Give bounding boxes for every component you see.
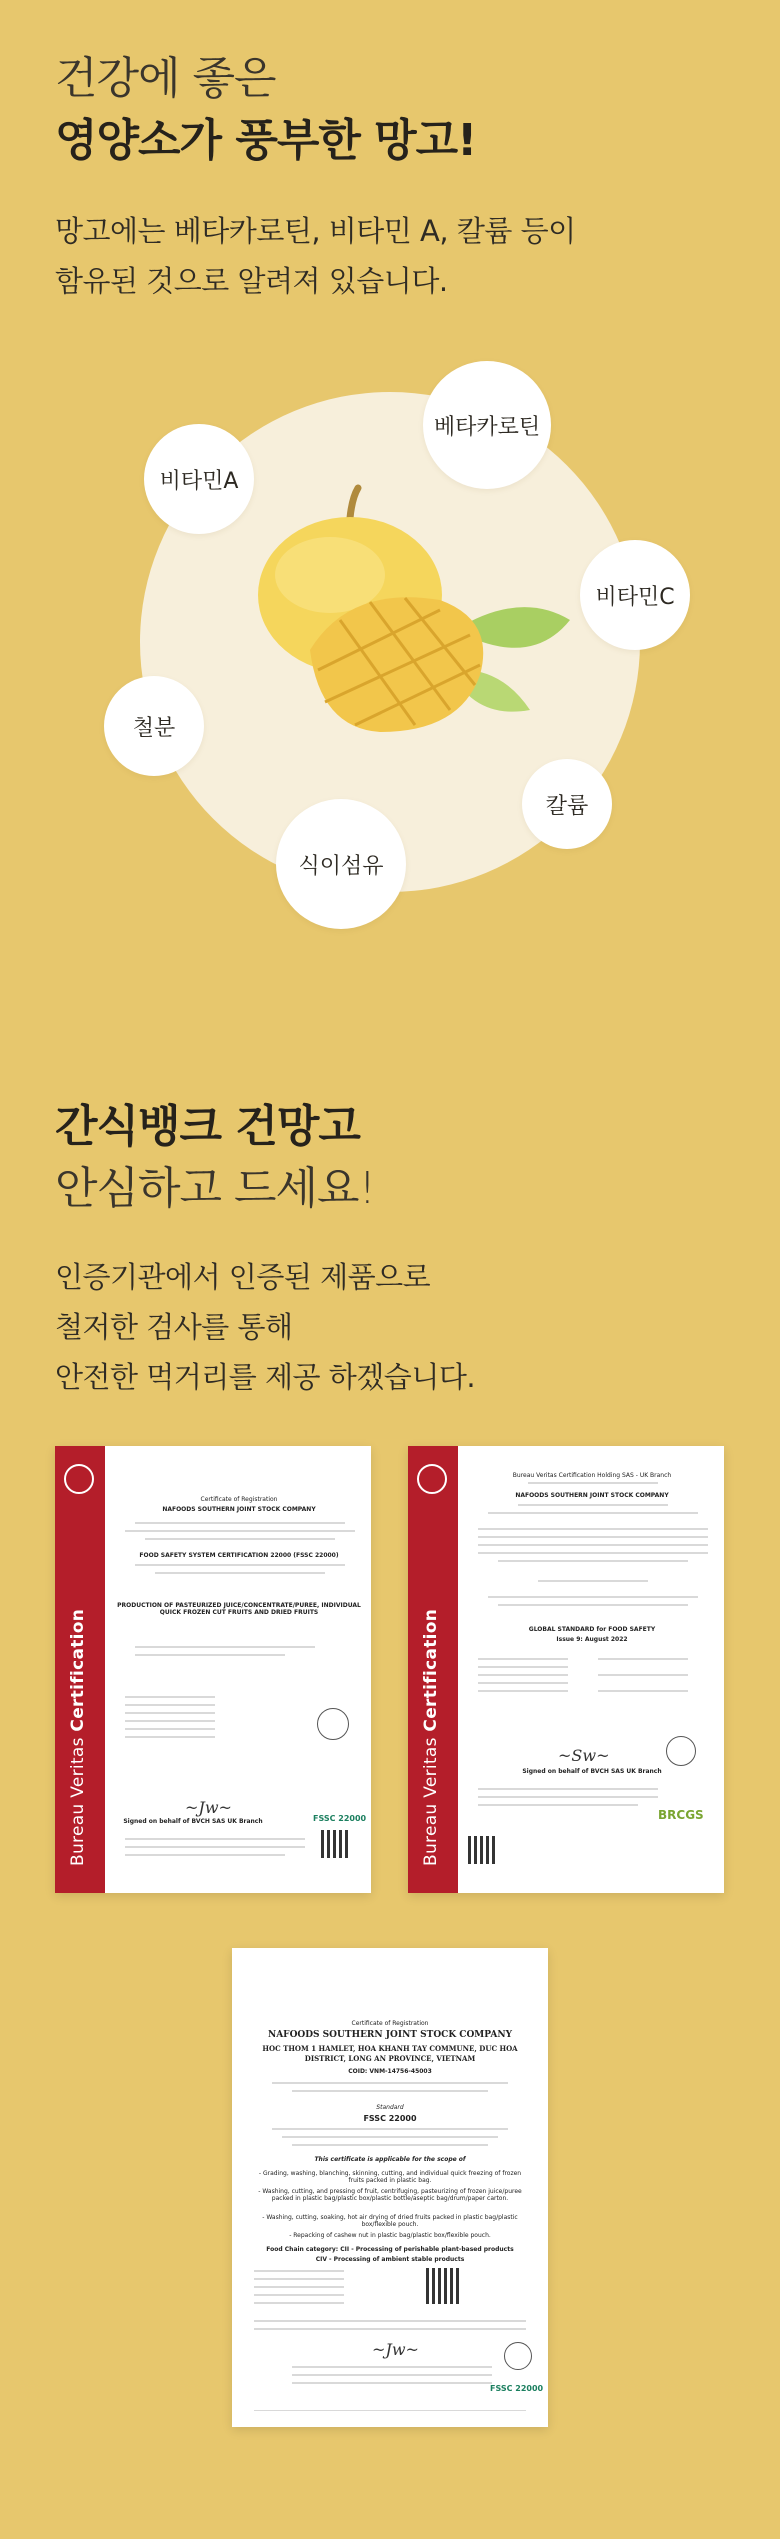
nutrient-label: 베타카로틴: [433, 414, 541, 440]
cert-company: NAFOODS SOUTHERN JOINT STOCK COMPANY: [515, 1492, 669, 1499]
section1-desc-line: 함유된 것으로 알려져 있습니다.: [55, 264, 448, 298]
ukas-badge-icon: [666, 1736, 696, 1766]
cert-standard-name: FSSC 22000: [363, 2114, 417, 2123]
nutrient-label: 식이섬유: [298, 853, 384, 879]
section2-desc-line: 철저한 검사를 통해: [55, 1310, 293, 1344]
nutrient-label: 비타민A: [159, 468, 239, 494]
cert-registration-title: Certificate of Registration: [200, 1496, 278, 1503]
certificate-band: [55, 1446, 105, 1893]
signature-icon: ~Sw~: [558, 1746, 610, 1765]
cert-company: NAFOODS SOUTHERN JOINT STOCK COMPANY: [162, 1506, 316, 1513]
cert-standard-label: Standard: [376, 2104, 404, 2111]
nutrient-bubble-vitamin-c: [580, 540, 690, 650]
ukas-badge-icon: [317, 1708, 349, 1740]
cert-registration-title: Certificate of Registration: [351, 2020, 429, 2027]
bureau-veritas-logo: [64, 1464, 94, 1494]
section1-heading-bold: 영양소가 풍부한 망고!: [55, 115, 477, 166]
cert-address-2: DISTRICT, LONG AN PROVINCE, VIETNAM: [304, 2054, 476, 2063]
cert-scope-2: - Washing, cutting, and pressing of fruit, centrifuging, pasteurizing of frozen juice/puree packed in plastic bag/plastic box/plastic bottle/aseptic bag/drum/paper carton.: [258, 2188, 522, 2202]
band-title: Bureau Veritas Certification: [421, 1608, 441, 1866]
cert-chain-2: CIV - Processing of ambient stable products: [315, 2256, 465, 2263]
mango-illustration: [200, 470, 580, 770]
section1-desc-line: 망고에는 베타카로틴, 비타민 A, 칼륨 등이: [55, 214, 576, 248]
signature-icon: ~Jw~: [372, 2340, 419, 2359]
certificate-band: [408, 1446, 458, 1893]
nutrient-label: 철분: [132, 715, 176, 741]
section2-heading-bold: 간식뱅크 건망고: [55, 1101, 360, 1152]
nutrient-label: 칼륨: [545, 793, 589, 819]
bureau-veritas-logo: [417, 1464, 447, 1494]
fssc-logo: FSSC 22000: [490, 2384, 544, 2393]
qr-code-icon: [426, 2268, 462, 2304]
cert-issue: Issue 9: August 2022: [556, 1636, 628, 1643]
nutrient-bubble-beta-carotene: [423, 361, 551, 489]
cert-scope: PRODUCTION OF PASTEURIZED JUICE/CONCENTRATE/PUREE, INDIVIDUAL QUICK FROZEN CUT FRUITS AND DRIED FRUITS: [117, 1602, 361, 1616]
cert-scope-3: - Washing, cutting, soaking, hot air drying of dried fruits packed in plastic bag/plastic box/flexible pouch.: [262, 2214, 518, 2228]
cert-standard-name: GLOBAL STANDARD for FOOD SAFETY: [528, 1626, 656, 1633]
cert-scope-1: - Grading, washing, blanching, skinning, cutting, and individual quick freezing of frozen fruits packed in plastic bag.: [258, 2170, 522, 2184]
cert-standard-name: FOOD SAFETY SYSTEM CERTIFICATION 22000 (FSSC 22000): [139, 1552, 339, 1559]
cert-coid: COID: VNM-14756-45003: [348, 2068, 432, 2075]
brcgs-logo: BRCGS: [658, 1808, 704, 1822]
cert-scope-4: - Repacking of cashew nut in plastic bag/plastic box/flexible pouch.: [289, 2232, 491, 2239]
cert-chain-1: Food Chain category: CII - Processing of perishable plant-based products: [266, 2246, 514, 2253]
certificate-fssc-22000: [55, 1446, 371, 1893]
certificate-brcgs: [408, 1446, 724, 1893]
certificate-fssc-22000-dried: [232, 1948, 548, 2427]
cert-signed-by: Signed on behalf of BVCH SAS UK Branch: [123, 1818, 263, 1825]
section2-desc-line: 안전한 먹거리를 제공 하겠습니다.: [55, 1360, 476, 1394]
qr-code-icon: [468, 1836, 496, 1864]
cert-address-1: HOC THOM 1 HAMLET, HOA KHANH TAY COMMUNE, DUC HOA: [262, 2044, 518, 2053]
fssc-logo: FSSC 22000: [313, 1814, 367, 1823]
band-title: Bureau Veritas Certification: [68, 1608, 88, 1866]
section2-desc-line: 인증기관에서 인증된 제품으로: [55, 1260, 431, 1294]
nutrient-bubble-potassium: [522, 759, 612, 849]
qr-code-icon: [321, 1830, 349, 1858]
section1-description: [55, 206, 576, 306]
section2-description: [55, 1252, 475, 1402]
cert-applicable: This certificate is applicable for the scope of: [314, 2156, 466, 2163]
nutrient-bubble-vitamin-a: [144, 424, 254, 534]
cert-signed-by: Signed on behalf of BVCH SAS UK Branch: [522, 1768, 662, 1775]
nutrient-bubble-iron: [104, 676, 204, 776]
cert-company: NAFOODS SOUTHERN JOINT STOCK COMPANY: [267, 2030, 513, 2040]
cert-issuer: Bureau Veritas Certification Holding SAS - UK Branch: [512, 1472, 672, 1479]
section1-heading-light: 건강에 좋은: [55, 53, 276, 104]
signature-icon: ~Jw~: [185, 1798, 232, 1817]
section2-heading-light: 안심하고 드세요!: [55, 1163, 376, 1214]
nutrient-bubble-dietary-fiber: [276, 799, 406, 929]
nutrient-label: 비타민C: [595, 584, 675, 610]
ukas-badge-icon: [504, 2342, 532, 2370]
